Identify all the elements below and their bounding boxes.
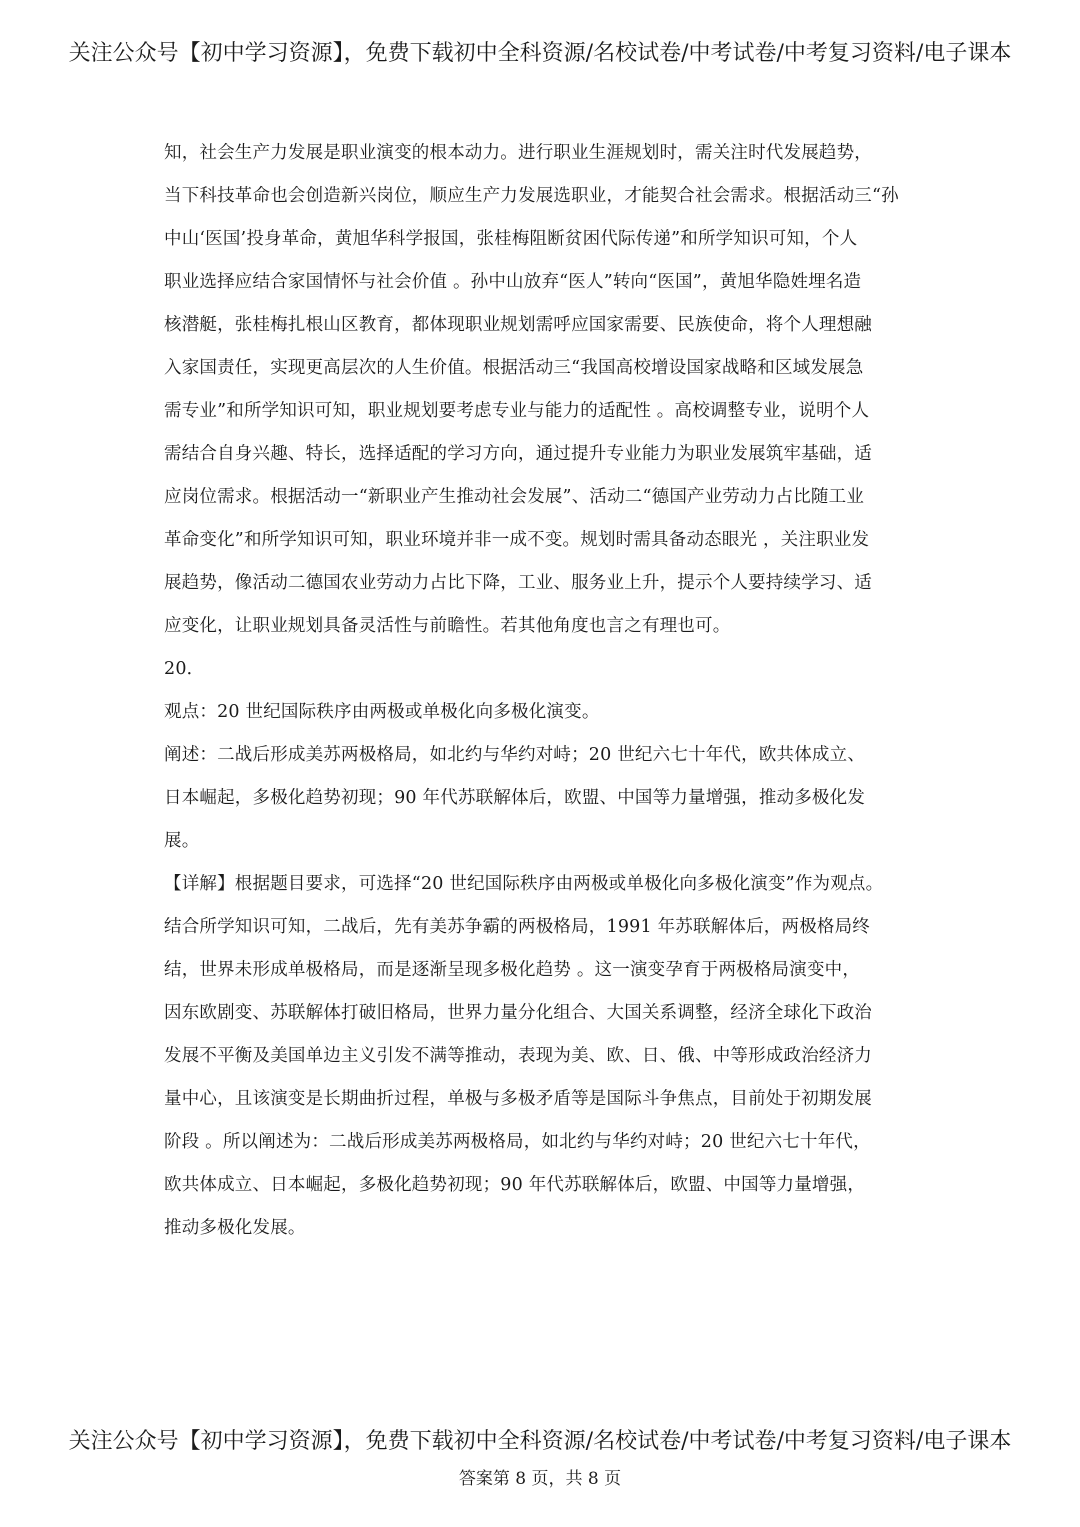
text-line: 量中心，且该演变是长期曲折过程，单极与多极矛盾等是国际斗争焦点，目前处于初期发展 [164, 1089, 872, 1109]
text-line: 知，社会生产力发展是职业演变的根本动力。进行职业生涯规划时，需关注时代发展趋势， [164, 143, 872, 163]
text-line: 入家国责任，实现更高层次的人生价值。根据活动三“我国高校增设国家战略和区域发展急 [164, 358, 864, 378]
question-number: 20． [164, 659, 205, 679]
text-line: 欧共体成立、日本崛起，多极化趋势初现；90 年代苏联解体后，欧盟、中国等力量增强， [164, 1175, 866, 1195]
detail-line: 【详解】根据题目要求，可选择“20 世纪国际秩序由两极或单极化向多极化演变”作为观点。 [164, 874, 884, 894]
text-line: 展趋势，像活动二德国农业劳动力占比下降，工业、服务业上升，提示个人要持续学习、适 [164, 573, 872, 593]
text-line: 应变化，让职业规划具备灵活性与前瞻性。若其他角度也言之有理也可。 [164, 616, 731, 636]
text-line: 推动多极化发展。 [164, 1218, 306, 1238]
text-line: 结，世界未形成单极格局，而是逐渐呈现多极化趋势 。这一演变孕育于两极格局演变中， [164, 960, 861, 980]
text-line: 展。 [164, 831, 200, 851]
answer-text-block [164, 137, 924, 1255]
text-line: 发展不平衡及美国单边主义引发不满等推动，表现为美、欧、日、俄、中等形成政治经济力 [164, 1046, 872, 1066]
text-line: 需专业”和所学知识可知，职业规划要考虑专业与能力的适配性 。高校调整专业，说明个人 [164, 401, 870, 421]
text-line: 需结合自身兴趣、特长，选择适配的学习方向，通过提升专业能力为职业发展筑牢基础，适 [164, 444, 872, 464]
header-banner: 关注公众号【初中学习资源】，免费下载初中全科资源/名校试卷/中考试卷/中考复习资料/电子课本 [68, 41, 1012, 66]
viewpoint-line: 观点：20 世纪国际秩序由两极或单极化向多极化演变。 [164, 702, 600, 722]
text-line: 中山‘医国’投身革命，黄旭华科学报国，张桂梅阻断贫困代际传递”和所学知识可知，个人 [164, 229, 858, 249]
text-line: 日本崛起，多极化趋势初现；90 年代苏联解体后，欧盟、中国等力量增强，推动多极化发 [164, 788, 866, 808]
elaboration-line: 阐述：二战后形成美苏两极格局，如北约与华约对峙；20 世纪六七十年代，欧共体成立、 [164, 745, 866, 765]
text-line: 核潜艇，张桂梅扎根山区教育，都体现职业规划需呼应国家需要、民族使命，将个人理想融 [164, 315, 872, 335]
text-line: 应岗位需求。根据活动一“新职业产生推动社会发展”、活动二“德国产业劳动力占比随工业 [164, 487, 865, 507]
page-number: 答案第 8 页，共 8 页 [458, 1469, 622, 1489]
text-line: 阶段 。所以阐述为：二战后形成美苏两极格局，如北约与华约对峙；20 世纪六七十年代， [164, 1132, 871, 1152]
text-line: 职业选择应结合家国情怀与社会价值 。孙中山放弃“医人”转向“医国”，黄旭华隐姓埋名造 [164, 272, 862, 292]
text-line: 革命变化”和所学知识可知，职业环境并非一成不变。规划时需具备动态眼光 ，关注职业发 [164, 530, 870, 550]
text-line: 当下科技革命也会创造新兴岗位，顺应生产力发展选职业，才能契合社会需求。根据活动三“孙 [164, 186, 899, 206]
text-line: 结合所学知识可知，二战后，先有美苏争霸的两极格局，1991 年苏联解体后，两极格局终 [164, 917, 870, 937]
footer-banner: 关注公众号【初中学习资源】，免费下载初中全科资源/名校试卷/中考试卷/中考复习资料/电子课本 [68, 1429, 1012, 1454]
text-line: 因东欧剧变、苏联解体打破旧格局，世界力量分化组合、大国关系调整，经济全球化下政治 [164, 1003, 872, 1023]
